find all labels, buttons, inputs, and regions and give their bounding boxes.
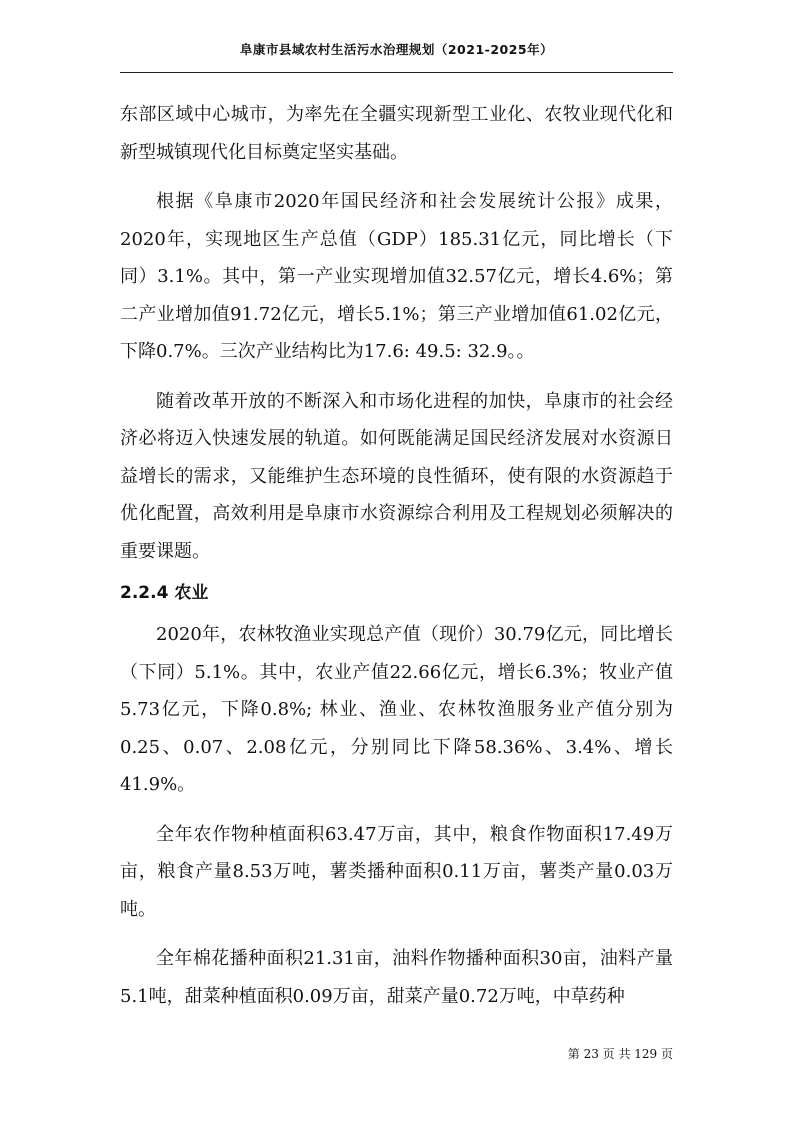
paragraph: 根据《阜康市2020年国民经济和社会发展统计公报》成果，2020年，实现地区生产总值（GDP）185.31亿元，同比增长（下同）3.1%。其中，第一产业实现增加值32.57亿元，增长4.6%；第二产业增加值91.72亿元，增长5.1%；第三产业增加值61.02亿元，下降0.7%。三次产业结构比为17.6: 49.5: 32.9。。 [120, 191, 673, 362]
paragraph: 随着改革开放的不断深入和市场化进程的加快，阜康市的社会经济必将迈入快速发展的轨道。如何既能满足国民经济发展对水资源日益增长的需求，又能维护生态环境的良性循环，使有限的水资源趋于优化配置，高效利用是阜康市水资源综合利用及工程规划必须解决的重要课题。 [120, 390, 673, 562]
paragraph: 全年棉花播种面积21.31亩，油料作物播种面积30亩，油料产量5.1吨，甜菜种植面积0.09万亩，甜菜产量0.72万吨，中草药种 [120, 948, 673, 1007]
page-number: 第 23 页 共 129 页 [567, 1047, 673, 1061]
paragraph: 2020年，农林牧渔业实现总产值（现价）30.79亿元，同比增长（下同）5.1%。其中，农业产值22.66亿元，增长6.3%；牧业产值5.73亿元，下降0.8%; 林业、渔业、农林牧渔服务业产值分别为0.25、0.07、2.08亿元，分别同比下降58.36%、3.4%、增长41.9%。 [120, 624, 673, 795]
header-rule [120, 72, 673, 73]
paragraph: 全年农作物种植面积63.47万亩，其中，粮食作物面积17.49万亩，粮食产量8.53万吨，薯类播种面积0.11万亩，薯类产量0.03万吨。 [120, 823, 673, 920]
section-title: 农业 [174, 583, 209, 603]
paragraph: 东部区域中心城市，为率先在全疆实现新型工业化、农牧业现代化和新型城镇现代化目标奠定坚实基础。 [120, 104, 673, 163]
section-number: 2.2.4 [120, 583, 169, 603]
document-body [120, 96, 673, 1015]
section-heading [120, 578, 673, 608]
running-header: 阜康市县域农村生活污水治理规划（2021-2025年） [239, 42, 554, 57]
